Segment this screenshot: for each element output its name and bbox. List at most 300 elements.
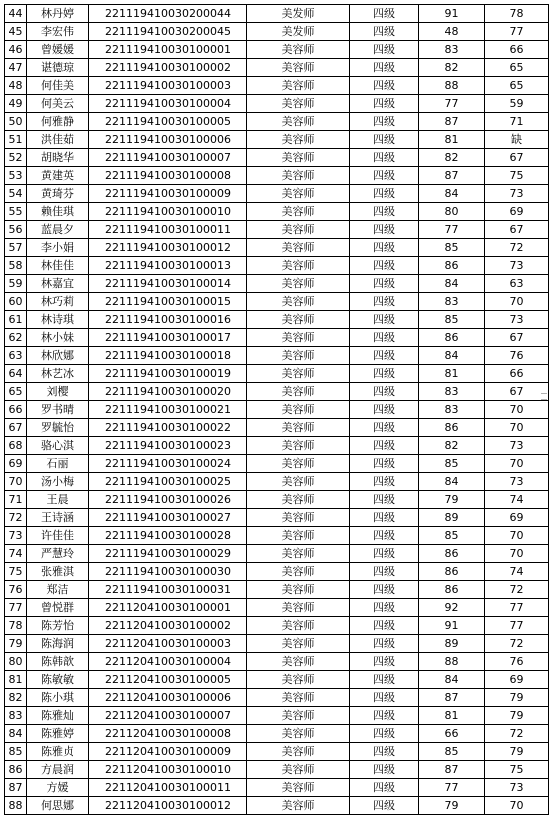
row-number-cell: 57: [5, 239, 27, 257]
level-cell: 四级: [350, 329, 419, 347]
table-row: [5, 779, 549, 797]
row-number-cell: 60: [5, 293, 27, 311]
name-cell: 何佳美: [27, 77, 89, 95]
occupation-cell: 美容师: [247, 311, 350, 329]
exam-id-cell: 221119410030100031: [89, 581, 247, 599]
row-number-cell: 61: [5, 311, 27, 329]
name-cell: 王诗涵: [27, 509, 89, 527]
level-cell: 四级: [350, 725, 419, 743]
level-cell: 四级: [350, 131, 419, 149]
level-cell: 四级: [350, 347, 419, 365]
name-cell: 张雅淇: [27, 563, 89, 581]
table-row: [5, 311, 549, 329]
level-cell: 四级: [350, 77, 419, 95]
row-number-cell: 62: [5, 329, 27, 347]
score-table: [4, 4, 549, 815]
table-row: [5, 401, 549, 419]
name-cell: 何思娜: [27, 797, 89, 815]
exam-id-cell: 221119410030100011: [89, 221, 247, 239]
row-number-cell: 87: [5, 779, 27, 797]
row-number-cell: 48: [5, 77, 27, 95]
table-row: [5, 617, 549, 635]
practical-score-cell: 69: [485, 203, 549, 221]
practical-score-cell: 73: [485, 185, 549, 203]
occupation-cell: 美容师: [247, 635, 350, 653]
theory-score-cell: 82: [419, 149, 485, 167]
practical-score-cell: 74: [485, 491, 549, 509]
name-cell: 罗毓怡: [27, 419, 89, 437]
row-number-cell: 47: [5, 59, 27, 77]
theory-score-cell: 85: [419, 455, 485, 473]
table-row: [5, 185, 549, 203]
table-row: [5, 545, 549, 563]
theory-score-cell: 87: [419, 167, 485, 185]
level-cell: 四级: [350, 671, 419, 689]
level-cell: 四级: [350, 545, 419, 563]
level-cell: 四级: [350, 221, 419, 239]
exam-id-cell: 221119410030200045: [89, 23, 247, 41]
occupation-cell: 美容师: [247, 149, 350, 167]
occupation-cell: 美容师: [247, 455, 350, 473]
occupation-cell: 美容师: [247, 563, 350, 581]
score-table-body: [5, 5, 549, 815]
row-number-cell: 49: [5, 95, 27, 113]
practical-score-cell: 63: [485, 275, 549, 293]
table-row: [5, 455, 549, 473]
level-cell: 四级: [350, 95, 419, 113]
name-cell: 李宏伟: [27, 23, 89, 41]
row-number-cell: 54: [5, 185, 27, 203]
row-number-cell: 52: [5, 149, 27, 167]
level-cell: 四级: [350, 167, 419, 185]
occupation-cell: 美容师: [247, 581, 350, 599]
exam-id-cell: 221119410030100001: [89, 41, 247, 59]
occupation-cell: 美容师: [247, 527, 350, 545]
name-cell: 林诗琪: [27, 311, 89, 329]
theory-score-cell: 86: [419, 257, 485, 275]
row-number-cell: 65: [5, 383, 27, 401]
occupation-cell: 美容师: [247, 491, 350, 509]
name-cell: 陈雅婷: [27, 725, 89, 743]
level-cell: 四级: [350, 149, 419, 167]
level-cell: 四级: [350, 779, 419, 797]
theory-score-cell: 82: [419, 59, 485, 77]
row-number-cell: 75: [5, 563, 27, 581]
theory-score-cell: 85: [419, 239, 485, 257]
occupation-cell: 美容师: [247, 743, 350, 761]
exam-id-cell: 221119410030100015: [89, 293, 247, 311]
level-cell: 四级: [350, 473, 419, 491]
theory-score-cell: 89: [419, 635, 485, 653]
table-row: [5, 23, 549, 41]
row-number-cell: 86: [5, 761, 27, 779]
exam-id-cell: 221119410030100021: [89, 401, 247, 419]
name-cell: 黄琦芬: [27, 185, 89, 203]
practical-score-cell: 76: [485, 653, 549, 671]
exam-id-cell: 221119410030100006: [89, 131, 247, 149]
exam-id-cell: 221119410030100004: [89, 95, 247, 113]
practical-score-cell: 73: [485, 311, 549, 329]
table-row: [5, 509, 549, 527]
exam-id-cell: 221120410030100001: [89, 599, 247, 617]
occupation-cell: 美容师: [247, 689, 350, 707]
occupation-cell: 美容师: [247, 383, 350, 401]
name-cell: 何雅静: [27, 113, 89, 131]
level-cell: 四级: [350, 743, 419, 761]
name-cell: 赖佳琪: [27, 203, 89, 221]
theory-score-cell: 87: [419, 113, 485, 131]
table-row: [5, 671, 549, 689]
practical-score-cell: 77: [485, 23, 549, 41]
name-cell: 方晨润: [27, 761, 89, 779]
name-cell: 严慧玲: [27, 545, 89, 563]
row-number-cell: 73: [5, 527, 27, 545]
level-cell: 四级: [350, 311, 419, 329]
practical-score-cell: 70: [485, 797, 549, 815]
theory-score-cell: 87: [419, 689, 485, 707]
theory-score-cell: 77: [419, 779, 485, 797]
theory-score-cell: 79: [419, 797, 485, 815]
table-row: [5, 293, 549, 311]
row-number-cell: 64: [5, 365, 27, 383]
practical-score-cell: 69: [485, 671, 549, 689]
theory-score-cell: 79: [419, 491, 485, 509]
practical-score-cell: 79: [485, 743, 549, 761]
practical-score-cell: 70: [485, 455, 549, 473]
practical-score-cell: 66: [485, 41, 549, 59]
row-number-cell: 78: [5, 617, 27, 635]
level-cell: 四级: [350, 185, 419, 203]
table-row: [5, 131, 549, 149]
exam-id-cell: 221120410030100003: [89, 635, 247, 653]
name-cell: 曾悦群: [27, 599, 89, 617]
level-cell: 四级: [350, 635, 419, 653]
level-cell: 四级: [350, 797, 419, 815]
name-cell: 何美云: [27, 95, 89, 113]
exam-id-cell: 221120410030100005: [89, 671, 247, 689]
table-row: [5, 95, 549, 113]
theory-score-cell: 85: [419, 527, 485, 545]
row-number-cell: 69: [5, 455, 27, 473]
level-cell: 四级: [350, 41, 419, 59]
practical-score-cell: 70: [485, 401, 549, 419]
row-number-cell: 76: [5, 581, 27, 599]
row-number-cell: 80: [5, 653, 27, 671]
name-cell: 陈小琪: [27, 689, 89, 707]
table-row: [5, 365, 549, 383]
level-cell: 四级: [350, 293, 419, 311]
exam-id-cell: 221120410030100004: [89, 653, 247, 671]
row-number-cell: 72: [5, 509, 27, 527]
practical-score-cell: 72: [485, 725, 549, 743]
name-cell: 林小妹: [27, 329, 89, 347]
row-number-cell: 59: [5, 275, 27, 293]
level-cell: 四级: [350, 599, 419, 617]
exam-id-cell: 221119410030100020: [89, 383, 247, 401]
practical-score-cell: 76: [485, 347, 549, 365]
practical-score-cell: 59: [485, 95, 549, 113]
level-cell: 四级: [350, 509, 419, 527]
row-number-cell: 53: [5, 167, 27, 185]
theory-score-cell: 86: [419, 563, 485, 581]
theory-score-cell: 82: [419, 437, 485, 455]
occupation-cell: 美容师: [247, 221, 350, 239]
practical-score-cell: 72: [485, 581, 549, 599]
occupation-cell: 美容师: [247, 401, 350, 419]
row-number-cell: 58: [5, 257, 27, 275]
occupation-cell: 美容师: [247, 599, 350, 617]
name-cell: 陈韩歆: [27, 653, 89, 671]
exam-id-cell: 221120410030100008: [89, 725, 247, 743]
practical-score-cell: 72: [485, 635, 549, 653]
row-number-cell: 82: [5, 689, 27, 707]
table-row: [5, 635, 549, 653]
table-row: [5, 113, 549, 131]
exam-id-cell: 221119410030100008: [89, 167, 247, 185]
table-row: [5, 5, 549, 23]
table-row: [5, 743, 549, 761]
level-cell: 四级: [350, 275, 419, 293]
level-cell: 四级: [350, 491, 419, 509]
practical-score-cell: 67: [485, 221, 549, 239]
exam-id-cell: 221119410030100017: [89, 329, 247, 347]
table-row: [5, 59, 549, 77]
name-cell: 林佳佳: [27, 257, 89, 275]
theory-score-cell: 86: [419, 329, 485, 347]
table-row: [5, 761, 549, 779]
name-cell: 陈芳怡: [27, 617, 89, 635]
occupation-cell: 美容师: [247, 239, 350, 257]
occupation-cell: 美容师: [247, 167, 350, 185]
occupation-cell: 美容师: [247, 725, 350, 743]
name-cell: 谌德琼: [27, 59, 89, 77]
table-row: [5, 653, 549, 671]
occupation-cell: 美发师: [247, 23, 350, 41]
table-row: [5, 77, 549, 95]
exam-id-cell: 221119410030100007: [89, 149, 247, 167]
row-number-cell: 81: [5, 671, 27, 689]
theory-score-cell: 83: [419, 401, 485, 419]
level-cell: 四级: [350, 761, 419, 779]
level-cell: 四级: [350, 203, 419, 221]
practical-score-cell: 69: [485, 509, 549, 527]
row-number-cell: 85: [5, 743, 27, 761]
exam-id-cell: 221120410030100012: [89, 797, 247, 815]
table-row: [5, 221, 549, 239]
practical-score-cell: 75: [485, 761, 549, 779]
row-number-cell: 44: [5, 5, 27, 23]
exam-id-cell: 221120410030100010: [89, 761, 247, 779]
name-cell: 洪佳茹: [27, 131, 89, 149]
table-row: [5, 275, 549, 293]
level-cell: 四级: [350, 581, 419, 599]
occupation-cell: 美容师: [247, 419, 350, 437]
exam-id-cell: 221119410030100002: [89, 59, 247, 77]
occupation-cell: 美容师: [247, 77, 350, 95]
level-cell: 四级: [350, 563, 419, 581]
name-cell: 许佳佳: [27, 527, 89, 545]
practical-score-cell: 66: [485, 365, 549, 383]
name-cell: 方媛: [27, 779, 89, 797]
exam-id-cell: 221119410030100016: [89, 311, 247, 329]
table-row: [5, 257, 549, 275]
table-row: [5, 167, 549, 185]
occupation-cell: 美容师: [247, 131, 350, 149]
practical-score-cell: 72: [485, 239, 549, 257]
theory-score-cell: 83: [419, 41, 485, 59]
level-cell: 四级: [350, 113, 419, 131]
name-cell: 林嘉宜: [27, 275, 89, 293]
level-cell: 四级: [350, 527, 419, 545]
table-row: [5, 419, 549, 437]
name-cell: 林巧莉: [27, 293, 89, 311]
occupation-cell: 美容师: [247, 671, 350, 689]
practical-score-cell: 70: [485, 293, 549, 311]
table-row: [5, 437, 549, 455]
table-row: [5, 41, 549, 59]
table-row: [5, 473, 549, 491]
name-cell: 刘樱: [27, 383, 89, 401]
occupation-cell: 美容师: [247, 293, 350, 311]
exam-id-cell: 221119410030100018: [89, 347, 247, 365]
theory-score-cell: 77: [419, 221, 485, 239]
occupation-cell: 美容师: [247, 95, 350, 113]
level-cell: 四级: [350, 437, 419, 455]
name-cell: 蓝晨夕: [27, 221, 89, 239]
exam-id-cell: 221119410030100022: [89, 419, 247, 437]
name-cell: 汤小梅: [27, 473, 89, 491]
row-number-cell: 63: [5, 347, 27, 365]
theory-score-cell: 81: [419, 707, 485, 725]
name-cell: 曾媛媛: [27, 41, 89, 59]
occupation-cell: 美容师: [247, 41, 350, 59]
table-row: [5, 797, 549, 815]
table-row: [5, 581, 549, 599]
level-cell: 四级: [350, 365, 419, 383]
occupation-cell: 美容师: [247, 707, 350, 725]
theory-score-cell: 91: [419, 617, 485, 635]
practical-score-cell: 65: [485, 77, 549, 95]
practical-score-cell: 79: [485, 707, 549, 725]
practical-score-cell: 67: [485, 149, 549, 167]
exam-id-cell: 221119410030100023: [89, 437, 247, 455]
row-number-cell: 84: [5, 725, 27, 743]
practical-score-cell: 74: [485, 563, 549, 581]
theory-score-cell: 84: [419, 275, 485, 293]
level-cell: 四级: [350, 383, 419, 401]
theory-score-cell: 84: [419, 185, 485, 203]
row-number-cell: 66: [5, 401, 27, 419]
table-row: [5, 239, 549, 257]
row-number-cell: 74: [5, 545, 27, 563]
theory-score-cell: 86: [419, 545, 485, 563]
occupation-cell: 美容师: [247, 275, 350, 293]
row-number-cell: 77: [5, 599, 27, 617]
exam-id-cell: 221119410030100013: [89, 257, 247, 275]
theory-score-cell: 85: [419, 743, 485, 761]
occupation-cell: 美容师: [247, 545, 350, 563]
name-cell: 林艺冰: [27, 365, 89, 383]
practical-score-cell: 73: [485, 779, 549, 797]
exam-id-cell: 221119410030100005: [89, 113, 247, 131]
table-row: [5, 329, 549, 347]
row-number-cell: 45: [5, 23, 27, 41]
occupation-cell: 美容师: [247, 779, 350, 797]
page-edge-mark: [541, 393, 547, 394]
level-cell: 四级: [350, 239, 419, 257]
exam-id-cell: 221119410030100029: [89, 545, 247, 563]
practical-score-cell: 67: [485, 383, 549, 401]
exam-id-cell: 221119410030100003: [89, 77, 247, 95]
occupation-cell: 美容师: [247, 473, 350, 491]
exam-id-cell: 221119410030100030: [89, 563, 247, 581]
exam-id-cell: 221119410030100012: [89, 239, 247, 257]
practical-score-cell: 70: [485, 419, 549, 437]
name-cell: 林欣娜: [27, 347, 89, 365]
theory-score-cell: 81: [419, 131, 485, 149]
theory-score-cell: 85: [419, 311, 485, 329]
occupation-cell: 美容师: [247, 59, 350, 77]
occupation-cell: 美容师: [247, 797, 350, 815]
row-number-cell: 70: [5, 473, 27, 491]
level-cell: 四级: [350, 455, 419, 473]
name-cell: 陈雅贞: [27, 743, 89, 761]
practical-score-cell: 缺: [485, 131, 549, 149]
theory-score-cell: 86: [419, 581, 485, 599]
theory-score-cell: 83: [419, 293, 485, 311]
name-cell: 罗书晴: [27, 401, 89, 419]
level-cell: 四级: [350, 419, 419, 437]
row-number-cell: 50: [5, 113, 27, 131]
level-cell: 四级: [350, 401, 419, 419]
practical-score-cell: 77: [485, 599, 549, 617]
level-cell: 四级: [350, 689, 419, 707]
name-cell: 石丽: [27, 455, 89, 473]
occupation-cell: 美容师: [247, 203, 350, 221]
name-cell: 陈敏敏: [27, 671, 89, 689]
occupation-cell: 美容师: [247, 329, 350, 347]
theory-score-cell: 66: [419, 725, 485, 743]
exam-id-cell: 221119410030100014: [89, 275, 247, 293]
theory-score-cell: 89: [419, 509, 485, 527]
theory-score-cell: 84: [419, 473, 485, 491]
exam-id-cell: 221120410030100011: [89, 779, 247, 797]
exam-id-cell: 221120410030100009: [89, 743, 247, 761]
practical-score-cell: 70: [485, 545, 549, 563]
theory-score-cell: 83: [419, 383, 485, 401]
table-row: [5, 563, 549, 581]
level-cell: 四级: [350, 5, 419, 23]
theory-score-cell: 92: [419, 599, 485, 617]
table-row: [5, 203, 549, 221]
row-number-cell: 67: [5, 419, 27, 437]
occupation-cell: 美容师: [247, 437, 350, 455]
row-number-cell: 88: [5, 797, 27, 815]
occupation-cell: 美容师: [247, 113, 350, 131]
table-row: [5, 527, 549, 545]
name-cell: 王晨: [27, 491, 89, 509]
level-cell: 四级: [350, 617, 419, 635]
row-number-cell: 68: [5, 437, 27, 455]
theory-score-cell: 88: [419, 77, 485, 95]
page-edge-mark: [541, 399, 547, 400]
level-cell: 四级: [350, 653, 419, 671]
occupation-cell: 美容师: [247, 509, 350, 527]
theory-score-cell: 80: [419, 203, 485, 221]
name-cell: 郑洁: [27, 581, 89, 599]
practical-score-cell: 67: [485, 329, 549, 347]
name-cell: 骆心淇: [27, 437, 89, 455]
